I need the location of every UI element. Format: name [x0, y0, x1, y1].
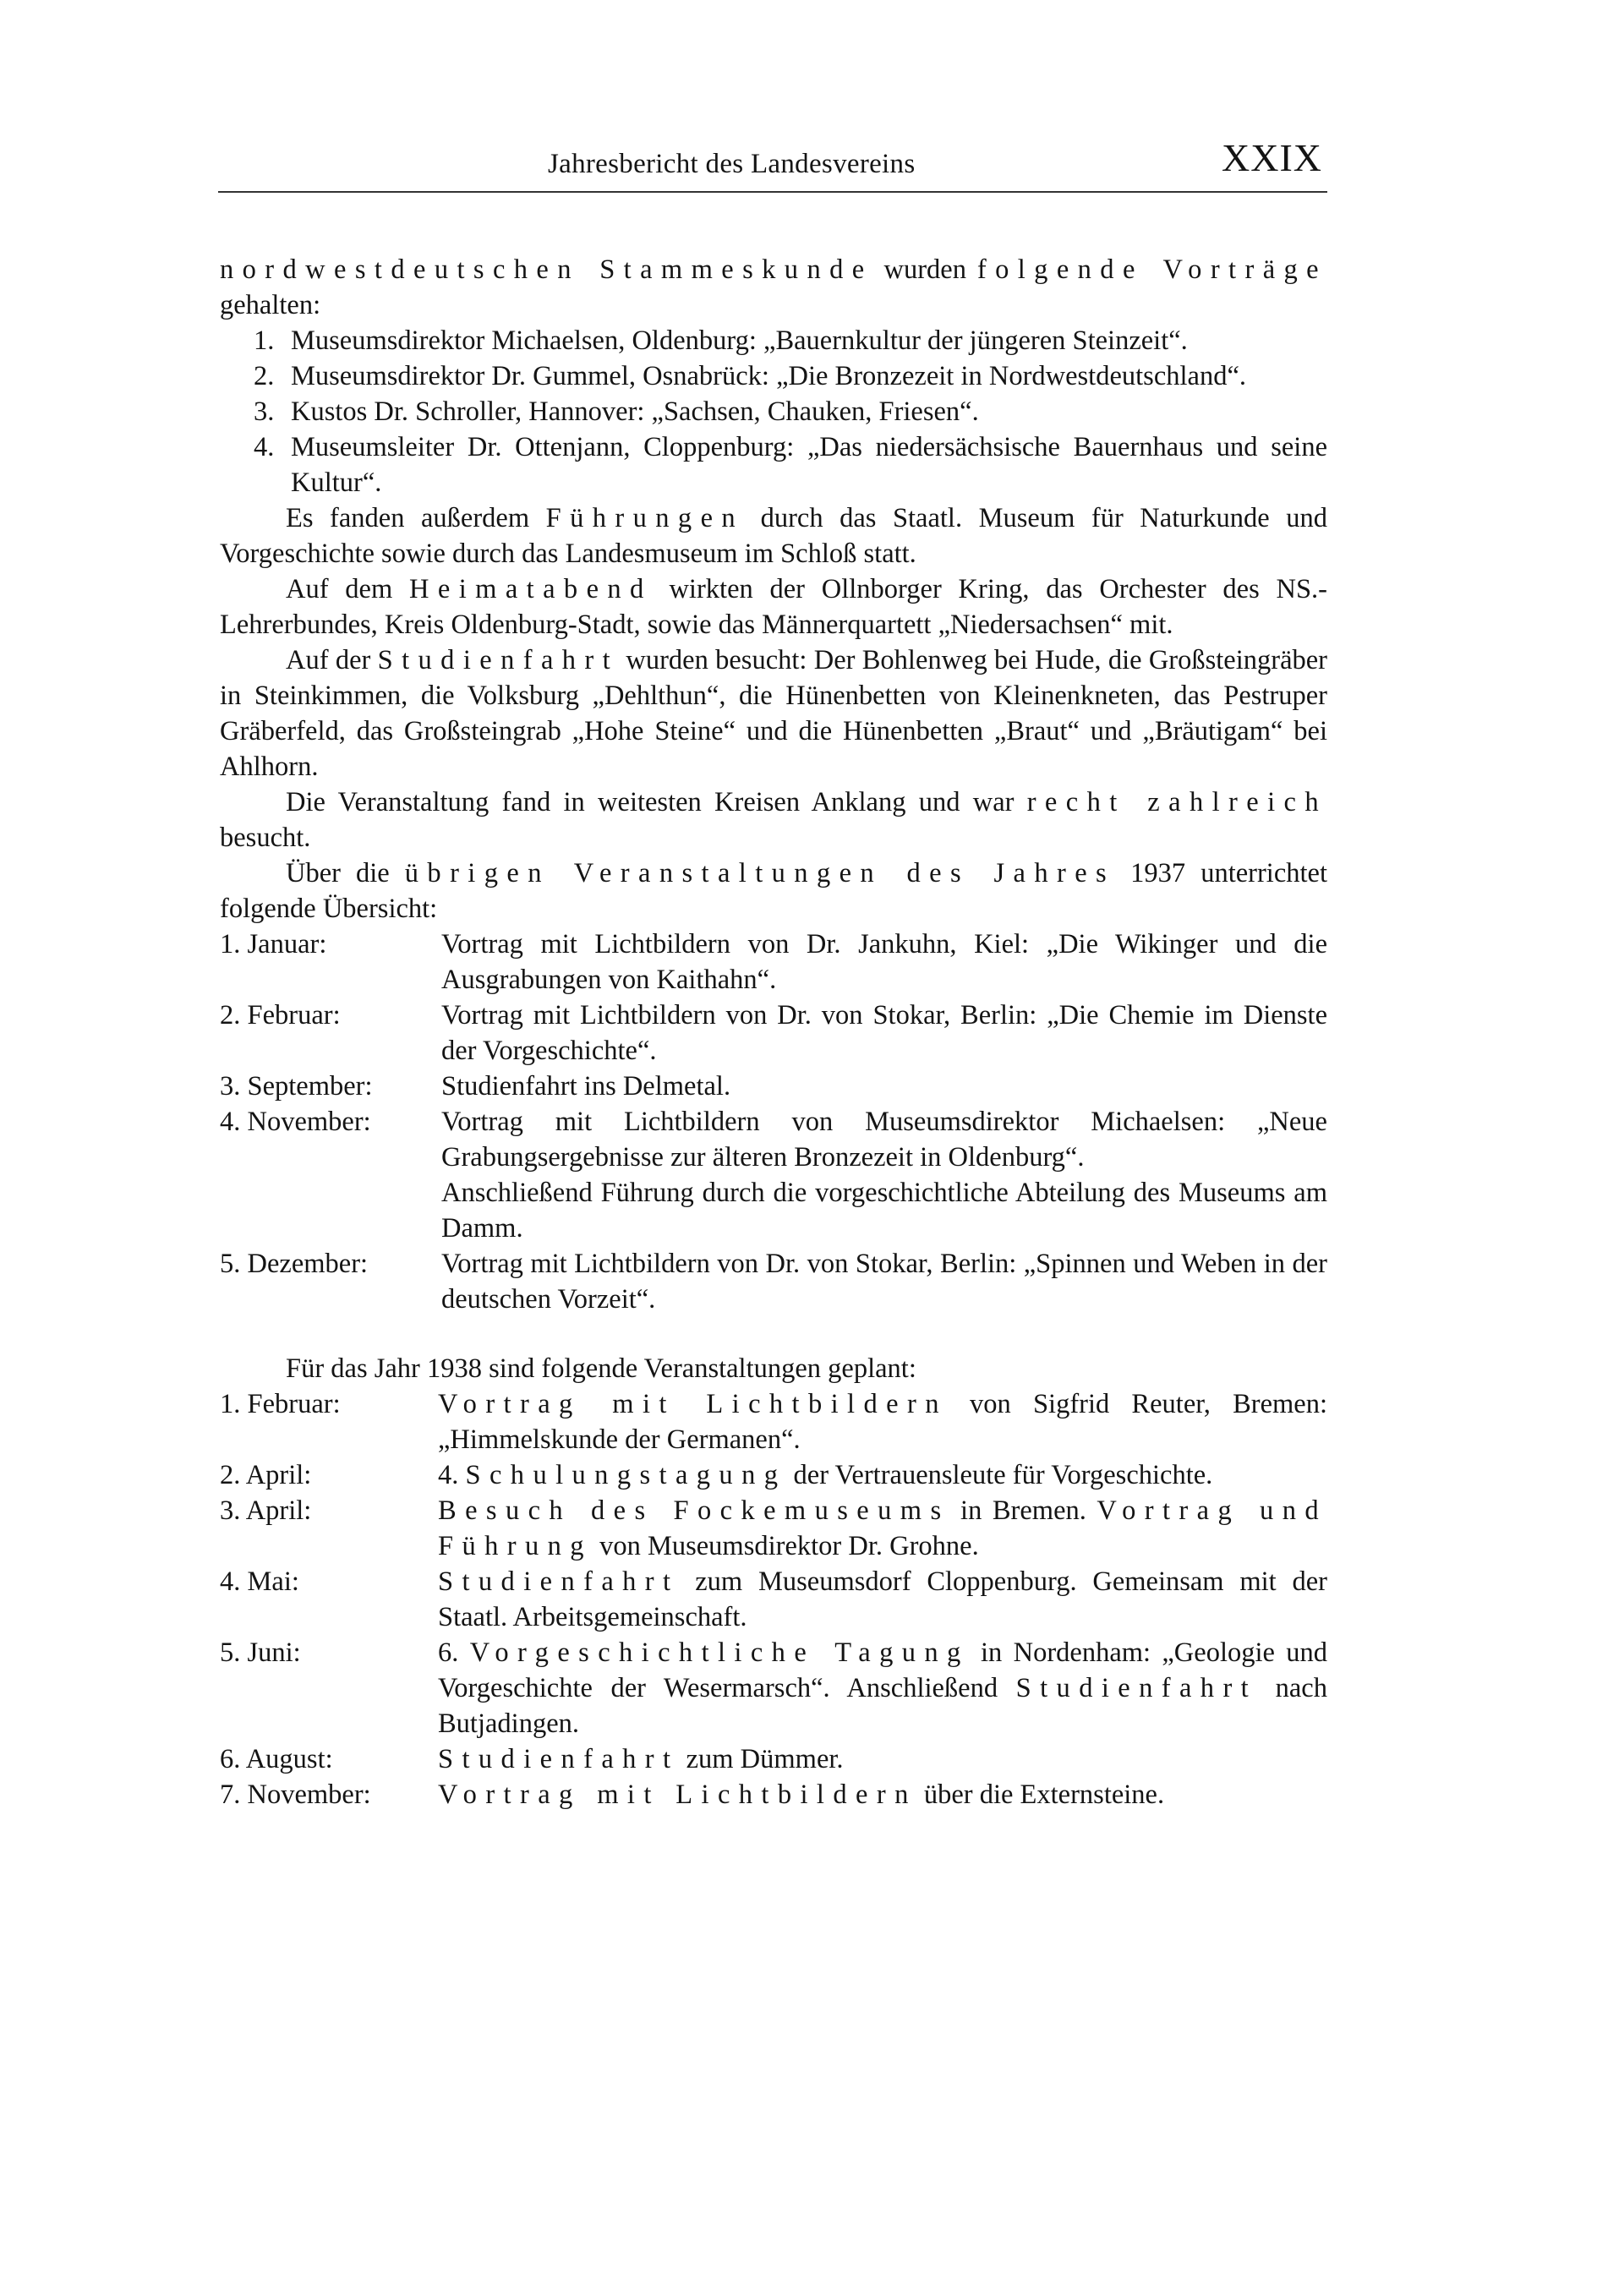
spaced-text: Schulungstagung — [465, 1460, 787, 1490]
fuehrungen-paragraph — [220, 500, 1327, 571]
event-row — [220, 1741, 1327, 1777]
studienfahrt-paragraph — [220, 642, 1327, 784]
event-continuation: Anschließend Führung durch die vorgeschichtliche Abteilung des Museums am Damm. — [441, 1178, 1327, 1244]
event-text: über die Externsteine. — [916, 1779, 1165, 1810]
event-date: 5. Juni: — [220, 1637, 301, 1668]
veranstaltung-paragraph — [220, 784, 1327, 856]
event-text: Studienfahrt ins Delmetal. — [441, 1071, 731, 1102]
list-item — [220, 429, 1327, 500]
item-text: Museumsleiter Dr. Ottenjann, Cloppenburg: „Das niedersächsische Bauernhaus und seine Kultur“. — [291, 432, 1327, 498]
text-run: wurden — [872, 254, 977, 285]
event-date: 3. September: — [220, 1071, 373, 1102]
event-text: in Nordenham: „Geologie und Vorgeschichte der Wesermarsch“. Anschließend — [438, 1637, 1328, 1703]
text-run: Es fanden außerdem — [286, 503, 546, 533]
event-date: 2. April: — [220, 1460, 312, 1490]
text-run: Auf dem — [286, 574, 410, 604]
item-text: Museumsdirektor Michaelsen, Oldenburg: „Bauernkultur der jüngeren Steinzeit“. — [291, 325, 1188, 356]
plan-intro: Für das Jahr 1938 sind folgende Veranstaltungen geplant: — [286, 1353, 916, 1384]
event-row — [220, 1386, 1327, 1457]
event-row — [220, 1246, 1327, 1317]
event-row — [220, 1493, 1327, 1564]
event-text: von Sigfrid Reuter, Bremen: „Himmelskunde der Germanen“. — [438, 1389, 1327, 1455]
spaced-text: Vortrag und Führung — [438, 1495, 1327, 1561]
item-text: Kustos Dr. Schroller, Hannover: „Sachsen, Chauken, Friesen“. — [291, 396, 979, 427]
intro-paragraph — [220, 252, 1327, 323]
text-run: Auf der — [286, 645, 378, 675]
header-rule — [218, 191, 1327, 193]
event-row — [220, 1457, 1327, 1493]
event-text: nach Butjadingen. — [438, 1673, 1327, 1739]
spaced-text: übrigen Veranstaltungen des Jahres — [404, 858, 1116, 888]
spaced-text: Besuch des Fockemuseums — [438, 1495, 950, 1526]
running-head: Jahresbericht des Landesvereins — [548, 149, 916, 179]
text-run: Über die — [286, 858, 405, 888]
item-number: 4. — [254, 432, 275, 462]
list-item — [220, 358, 1327, 394]
text-run: 1937 unterrichtet folgende Übersicht: — [220, 858, 1327, 924]
event-text: zum Dümmer. — [679, 1744, 844, 1774]
spaced-text: Studienfahrt — [377, 645, 620, 675]
page-body — [220, 252, 1327, 1812]
text-run: besucht. — [220, 823, 311, 853]
text-run: Die Veranstaltung fand in weitesten Kreisen Anklang und war — [286, 787, 1027, 817]
event-date: 7. November: — [220, 1779, 371, 1810]
event-text: Vortrag mit Lichtbildern von Museumsdirektor Michaelsen: „Neue Grabungsergebnisse zur älteren Bronzezeit in Oldenburg“. — [441, 1107, 1327, 1173]
spaced-text: Vortrag mit Lichtbildern — [438, 1389, 948, 1419]
event-row — [220, 998, 1327, 1069]
event-row — [220, 1069, 1327, 1104]
event-text: der Vertrauensleute für Vorgeschichte. — [786, 1460, 1213, 1490]
event-date: 1. Januar: — [220, 929, 327, 959]
event-date: 1. Februar: — [220, 1389, 341, 1419]
events-1938-list — [220, 1386, 1327, 1812]
heimatabend-paragraph — [220, 571, 1327, 642]
event-date: 6. August: — [220, 1744, 333, 1774]
event-date: 5. Dezember: — [220, 1249, 369, 1279]
spaced-text: Studienfahrt — [438, 1744, 680, 1774]
event-row — [220, 927, 1327, 998]
event-text: von Museumsdirektor Dr. Grohne. — [592, 1531, 979, 1561]
spaced-text: Vortrag mit Lichtbildern — [438, 1779, 917, 1810]
item-text: Museumsdirektor Dr. Gummel, Osnabrück: „Die Bronzezeit in Nordwestdeutschland“. — [291, 361, 1246, 391]
event-prefix: 6. — [438, 1637, 470, 1668]
text-run: wirkten der Ollnborger Kring, das Orchester des NS.-Lehrerbundes, Kreis Oldenburg-Stadt, sowie das Männerquartett „Niedersachsen“ mit. — [220, 574, 1327, 640]
event-row — [220, 1564, 1327, 1635]
event-text: zum Museumsdorf Cloppenburg. Gemeinsam mit der Staatl. Arbeitsgemeinschaft. — [438, 1566, 1327, 1632]
text-run: durch das Staatl. Museum für Naturkunde und Vorgeschichte sowie durch das Landesmuseum im Schloß statt. — [220, 503, 1327, 569]
item-number: 1. — [254, 325, 275, 356]
text-run: gehalten: — [220, 290, 321, 320]
event-prefix: 4. — [438, 1460, 466, 1490]
event-text: Vortrag mit Lichtbildern von Dr. Jankuhn, Kiel: „Die Wikinger und die Ausgrabungen von Kaithahn“. — [441, 929, 1327, 995]
events-1937-list — [220, 927, 1327, 1317]
event-text: in Bremen. — [949, 1495, 1097, 1526]
page-number: XXIX — [1222, 136, 1322, 179]
event-text: Vortrag mit Lichtbildern von Dr. von Stokar, Berlin: „Spinnen und Weben in der deutschen Vorzeit“. — [441, 1249, 1327, 1315]
uebersicht-paragraph — [220, 856, 1327, 927]
page-header — [218, 135, 1327, 196]
event-date: 4. Mai: — [220, 1566, 299, 1597]
spaced-text: recht zahlreich — [1026, 787, 1327, 817]
item-number: 3. — [254, 396, 275, 427]
spaced-text: Studienfahrt — [438, 1566, 680, 1597]
event-row — [220, 1777, 1327, 1812]
event-date: 2. Februar: — [220, 1000, 341, 1030]
item-number: 2. — [254, 361, 275, 391]
event-date: 4. November: — [220, 1107, 371, 1137]
spaced-text: Führungen — [545, 503, 745, 533]
lecture-list — [220, 323, 1327, 500]
event-row — [220, 1635, 1327, 1741]
spaced-text: Vorgeschichtliche Tagung — [469, 1637, 970, 1668]
text-run: wurden besucht: Der Bohlenweg bei Hude, die Großsteingräber in Steinkimmen, die Volksburg „Dehlthun“, die Hünenbetten von Kleinenkneten, das Pestruper Gräberfeld, das Großsteingrab „Hohe Steine“ und die Hünenbetten „Braut“ und „Bräutigam“ bei Ahlhorn. — [220, 645, 1328, 782]
event-text: Vortrag mit Lichtbildern von Dr. von Stokar, Berlin: „Die Chemie im Dienste der Vorgeschichte“. — [441, 1000, 1327, 1066]
spaced-text: Heimatabend — [409, 574, 653, 604]
spaced-text: folgende Vorträge — [976, 254, 1327, 285]
event-date: 3. April: — [220, 1495, 312, 1526]
event-row — [220, 1104, 1327, 1175]
list-item — [220, 394, 1327, 429]
spaced-text: Studienfahrt — [1015, 1673, 1258, 1703]
spaced-text: nordwestdeutschen Stammeskunde — [220, 254, 873, 285]
list-item — [220, 323, 1327, 358]
section-gap — [220, 1317, 1327, 1351]
